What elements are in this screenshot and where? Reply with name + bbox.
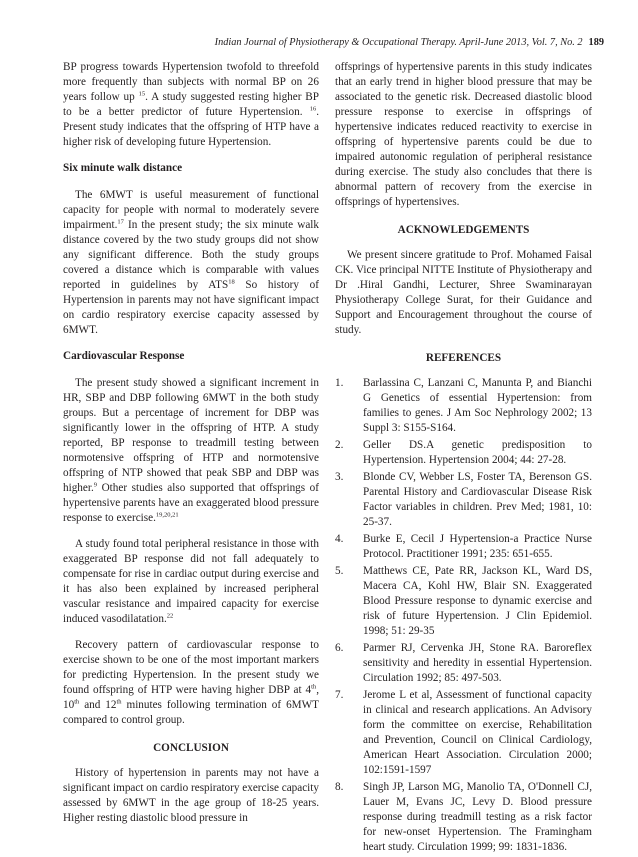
left-column xyxy=(63,60,319,837)
reference-item: 2. Geller DS.A genetic predisposition to Hypertension. Hypertension 2004; 44: 27-28. xyxy=(335,439,592,466)
paragraph-cardio-increment: The present study showed a significant increment in HR, SBP and DBP following 6MWT in the both study groups. But a percentage of increment for DBP was significantly lower in the offspring of HTP. A study reported, BP response to treadmill testing between normotensive offspring of HTP and normotensive offspring of NTP showed that peak SBP and DBP was higher.$^9$ Other studies also supported that offsprings of hypertensive parents have an exaggerated blood pressure response to exercise.$^{19,20,21}$ xyxy=(63,377,319,524)
reference-item: 8. Singh JP, Larson MG, Manolio TA, O'Donnell CJ, Lauer M, Evans JC, Levy D. Blood pressure response during treadmill testing as a risk factor for new-onset Hypertension. The Framingham heart study. Circulation 1999; 99: 1831-1836. xyxy=(335,781,592,853)
heading-cardiovascular-response: Cardiovascular Response xyxy=(63,350,185,362)
paragraph-conclusion: History of hypertension in parents may not have a significant impact on cardio respiratory exercise capacity assessed by 6MWT in the age group of 18-25 years. Higher resting diastolic blood pressure in xyxy=(63,767,319,824)
reference-item: 5. Matthews CE, Pate RR, Jackson KL, Ward DS, Macera CA, Kohl HW, Blair SN. Exaggerated Blood Pressure response to dynamic exercise and risk of future Hypertension. J Clin Epidemiol. 1998; 51: 29-35 xyxy=(335,565,592,637)
reference-list xyxy=(335,376,592,855)
heading-acknowledgements: ACKNOWLEDGEMENTS xyxy=(397,224,530,236)
right-column xyxy=(335,60,592,857)
heading-conclusion: CONCLUSION xyxy=(153,742,229,754)
reference-item: 4. Burke E, Cecil J Hypertension-a Practice Nurse Protocol. Practitioner 1991; 235: 651-655. xyxy=(335,533,592,560)
reference-item: 6. Parmer RJ, Cervenka JH, Stone RA. Baroreflex sensitivity and heredity in essential Hypertension. Circulation 1992; 85: 497-503. xyxy=(335,642,592,684)
heading-six-minute-walk: Six minute walk distance xyxy=(63,162,183,174)
paragraph-recovery-pattern: Recovery pattern of cardiovascular response to exercise shown to be one of the most important markers for predicting Hypertension. In the present study we found offspring of HTP were having higher DBP at 4th, 10th and 12th minutes following termination of 6MWT compared to control group. xyxy=(63,639,320,726)
reference-item: 3. Blonde CV, Webber LS, Foster TA, Berenson GS. Parental History and Cardiovascular Disease Risk Factor variables in children. Prev Med; 1981, 10: 25-37. xyxy=(335,471,592,528)
running-header xyxy=(60,37,604,48)
paragraph-acknowledgements: We present sincere gratitude to Prof. Mohamed Faisal CK. Vice principal NITTE Institute of Physiotherapy and Dr .Hiral Gandhi, Lecturer, Shree Swaminarayan Physiotherapy College Surat, for their Guidance and Support and Encouragement throughout the course of study. xyxy=(335,249,592,336)
paragraph-6mwt: The 6MWT is useful measurement of functional capacity for people with normal to moderately severe impairment.$^{17}$ In the present study; the six minute walk distance covered by the two study groups did not show any significant difference. Both the study groups covered a distance which is comparable with values reported in guidelines by ATS$^{18}$ So history of Hypertension in parents may not have significant impact on cardio respiratory exercise capacity assessed by 6MWT. xyxy=(63,189,319,336)
page-number: 189 xyxy=(588,37,604,48)
reference-item: 7. Jerome L et al, Assessment of functional capacity in clinical and research applications. An Advisory form the committee on exercise, Rehabilitation and Prevention, Council on Clinical Cardiology, American Heart Association. Circulation 2000; 102:1591-1597 xyxy=(335,689,592,776)
paragraph-peripheral-resistance: A study found total peripheral resistance in those with exaggerated BP response did not fall adequately to compensate for rise in cardiac output during exercise and it has also been explained by increased peripheral vascular resistance and impaired capacity for exercise induced vasodilatation.$^{22}$ xyxy=(63,538,319,625)
paragraph-bp-progress: BP progress towards Hypertension twofold to threefold more frequently than subjects with normal BP on 26 years follow up $^{15}$. A study suggested resting higher BP to be a better predictor of future Hypertension. $^{16}$. Present study indicates that the offspring of HTP have a higher risk of developing future Hypertension. xyxy=(63,61,319,148)
reference-item: 1. Barlassina C, Lanzani C, Manunta P, and Bianchi G Genetics of essential Hypertension: from families to genes. J Am Soc Nephrology 2002; 13 Suppl 3: S155-S164. xyxy=(335,377,592,434)
journal-title: Indian Journal of Physiotherapy & Occupational Therapy. April-June 2013, Vol. 7, No. 2 xyxy=(214,37,583,48)
heading-references: REFERENCES xyxy=(425,352,502,364)
paragraph-conclusion-continued: offsprings of hypertensive parents in this study indicates that an early trend in higher blood pressure that may be associated to the genetic risk. Decreased diastolic blood pressure response to exercise in offsprings of hypertensive indicates reduced reactivity to exercise in offspring of hypertensive parents could be due to impaired autonomic regulation of peripheral resistance during exercise. The study also concludes that there is abnormal pattern of recovery from the exercise in offsprings of hypertensives. xyxy=(335,61,592,208)
